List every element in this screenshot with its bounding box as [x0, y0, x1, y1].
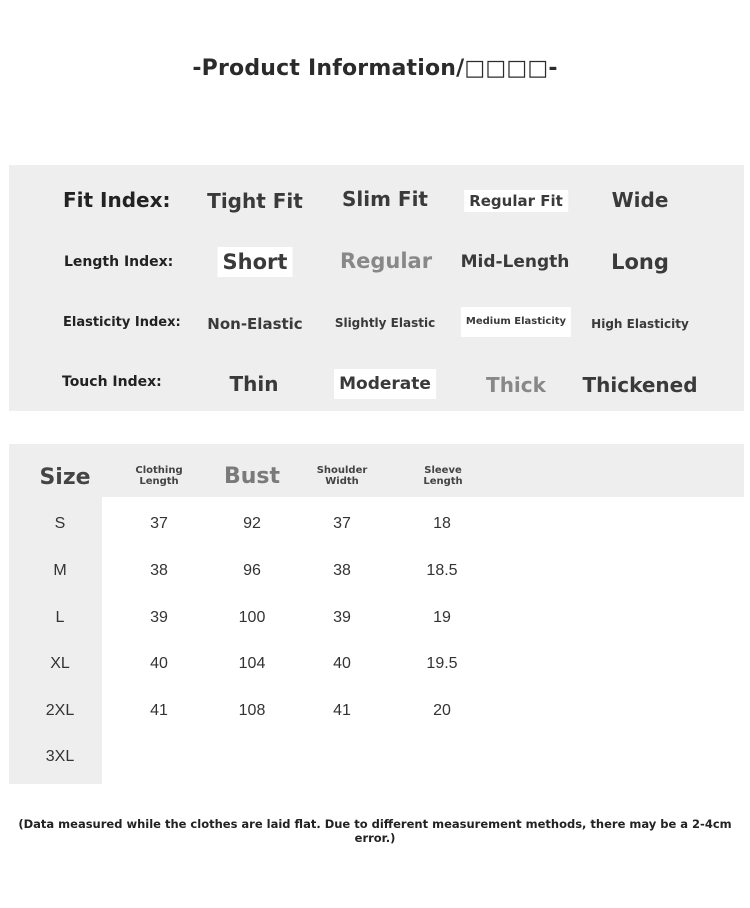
table-cell-shoulder-width: 38 [333, 562, 351, 579]
table-cell-shoulder-width: 41 [333, 702, 351, 719]
fit-option-tight-fit: Tight Fit [207, 189, 303, 213]
table-cell-size: 2XL [45, 702, 75, 719]
elasticity-option-high-elasticity: High Elasticity [591, 317, 689, 331]
table-cell-sleeve-length: 18 [433, 515, 451, 532]
elasticity-option-non-elastic: Non-Elastic [207, 315, 303, 333]
header-shoulder-width: Shoulder Width [316, 465, 368, 487]
table-cell-size: S [54, 515, 66, 532]
touch-index-label: Touch Index: [62, 374, 162, 390]
touch-option-thin: Thin [229, 372, 279, 396]
touch-option-moderate: Moderate [334, 369, 436, 399]
size-table [9, 444, 744, 784]
header-size: Size [39, 465, 91, 490]
table-cell-bust: 100 [238, 609, 266, 626]
table-cell-clothing-length: 40 [150, 655, 168, 672]
table-cell-clothing-length: 38 [150, 562, 168, 579]
table-cell-size: XL [50, 655, 70, 672]
table-cell-clothing-length: 41 [150, 702, 168, 719]
length-option-short: Short [218, 247, 293, 277]
index-panel [9, 165, 744, 411]
fit-option-wide: Wide [611, 188, 669, 212]
size-column-band [9, 497, 102, 784]
measurement-note: (Data measured while the clothes are laid flat. Due to different measurement methods, there may be a 2-4cm error.) [18, 817, 732, 845]
length-option-long: Long [611, 250, 669, 274]
table-cell-size: L [55, 609, 65, 626]
table-cell-sleeve-length: 19.5 [426, 655, 458, 672]
table-cell-clothing-length: 39 [150, 609, 168, 626]
fit-option-slim-fit: Slim Fit [342, 187, 428, 211]
page-title: -Product Information/□□□□- [192, 56, 558, 81]
length-index-label: Length Index: [64, 254, 174, 270]
elasticity-option-medium-elasticity: Medium Elasticity [461, 307, 571, 337]
table-cell-bust: 104 [238, 655, 266, 672]
table-cell-size: 3XL [45, 748, 75, 765]
touch-option-thickened: Thickened [582, 373, 698, 397]
table-cell-shoulder-width: 40 [333, 655, 351, 672]
table-cell-size: M [53, 562, 67, 579]
length-option-mid-length: Mid-Length [460, 252, 570, 272]
header-clothing-length: Clothing Length [135, 465, 183, 487]
table-cell-clothing-length: 37 [150, 515, 168, 532]
length-option-regular: Regular [339, 249, 433, 273]
fit-index-label: Fit Index: [63, 188, 171, 212]
elasticity-index-label: Elasticity Index: [63, 315, 181, 330]
table-cell-bust: 108 [238, 702, 266, 719]
elasticity-option-slightly-elastic: Slightly Elastic [334, 316, 436, 330]
touch-option-thick: Thick [486, 373, 546, 397]
table-cell-shoulder-width: 39 [333, 609, 351, 626]
table-cell-sleeve-length: 20 [433, 702, 451, 719]
table-cell-bust: 92 [243, 515, 261, 532]
header-sleeve-length: Sleeve Length [423, 465, 463, 487]
table-cell-shoulder-width: 37 [333, 515, 351, 532]
fit-option-regular-fit: Regular Fit [464, 190, 568, 212]
header-bust: Bust [223, 464, 281, 489]
table-cell-sleeve-length: 18.5 [426, 562, 458, 579]
table-cell-sleeve-length: 19 [433, 609, 451, 626]
table-cell-bust: 96 [243, 562, 261, 579]
